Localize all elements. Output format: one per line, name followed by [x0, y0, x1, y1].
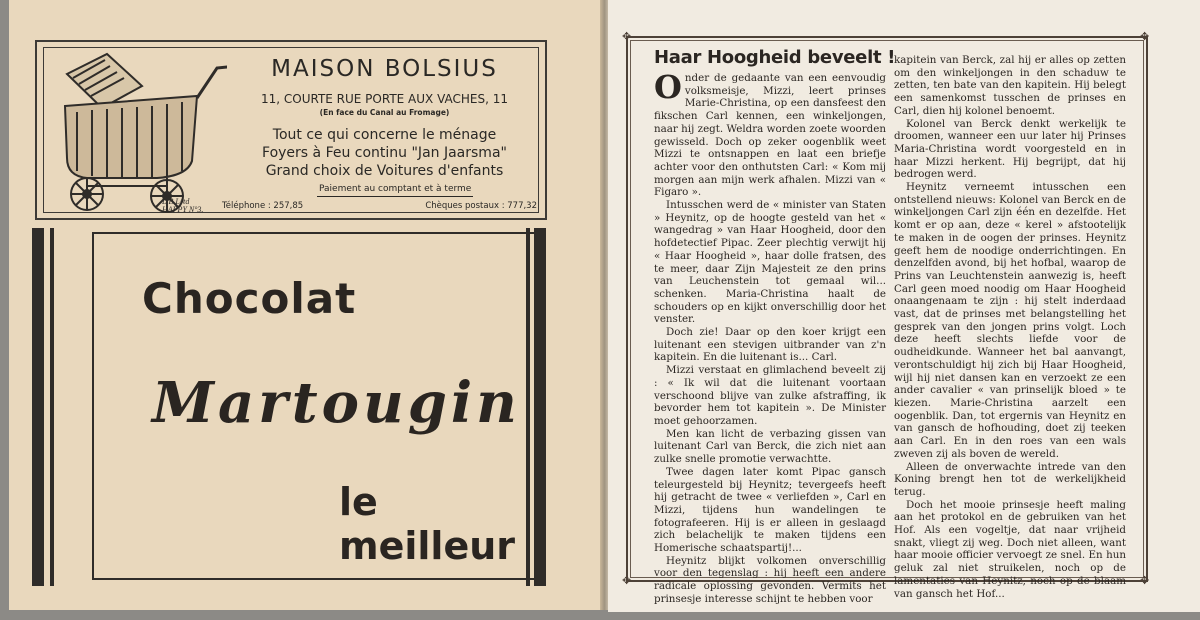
pram-brand-mark	[162, 198, 203, 214]
ad-bar-left-outer	[32, 228, 44, 586]
article-paragraph	[894, 54, 1126, 118]
brand-tagline: le meilleur	[339, 480, 516, 568]
paragraph-text: Kolonel van Berck denkt werkelijk te droomen, wanneer een uur later hij Prinses Maria-Christina wordt voorgesteld en in haar Mizzi herkent. Hij begrijpt, dat hij bedrogen werd.	[894, 117, 1126, 181]
paragraph-text: Men kan licht de verbazing gissen van luitenant Carl van Berck, die zich niet aan zulke snelle promotie verwachtte.	[654, 427, 886, 466]
paragraph-text: Heynitz verneemt intusschen een ontstellend nieuws: Kolonel van Berck en de winkeljongen Carl zijn één en dezelfde. Het komt er op aan, deze « kerel » afstootelijk te maken in de oogen der prinses. Heynitz geeft hem de noodige onderrichtingen. En denzelfden avond, bij het hofbal, waarop de Prins van Leuchtenstein aanwezig is, heeft Carl geen moed noodig om Haar Hoogheid onaangenaam te zijn : hij stelt inderdaad vast, dat de prinses met belangstelling het gesprek van den jongen prins volgt. Loch deze heeft slechts liefde voor de oudheidkunde. Wanneer het bal aanvangt, verontschuldigt hij zich bij Haar Hoogheid, wijl hij niet dansen kan en verzoekt ze een ander cavalier « van prinselijk bloed » te kiezen. Marie-Christina aarzelt een oogenblik. Dan, tot ergernis van Heynitz en van gansch de hofhouding, doet zij teeken aan Carl. En in den roes van een wals zweven zij als boven de wereld.	[894, 181, 1126, 460]
offer-line-1: Tout ce qui concerne le ménage	[272, 127, 497, 143]
paragraph-text: Twee dagen later komt Pipac gansch teleurgesteld bij Heynitz; tevergeefs heeft hij getracht de twee « verliefden », Carl en Mizzi, tijdens hun wandelingen te fotografeeren. Hij is er alleen in geslaagd zich belachelijk te maken tijdens een Homerische schaatspartij!...	[654, 465, 886, 555]
paragraph-text: Mizzi verstaat en glimlachend beveelt zij : « Ik wil dat die luitenant voortaan verschoond blijve van zulke afstraffing, ik bevorder hem tot kapitein ». De Minister moet gehoorzamen.	[654, 364, 886, 427]
article-paragraph	[654, 326, 886, 364]
frame-corner-ornament: ✥	[1140, 575, 1150, 587]
article-paragraph	[894, 461, 1126, 499]
article-paragraph	[894, 181, 1126, 460]
paragraph-text: Doch zie! Daar op den koer krijgt een luitenant een stevigen uitbrander van z'n kapitein. En die luitenant is... Carl.	[654, 326, 886, 364]
article-column-1	[654, 68, 886, 606]
paragraph-text: nder de gedaante van een eenvoudig volksmeisje, Mizzi, leert prinses Marie-Christina, op een dansfeest den fikschen Carl kennen, een winkeljongen, naar hij zegt. Weldra worden zoete woorden gewisseld. Doch op zeker oogenblik weet Mizzi te ontsnappen en laat een briefje achter voor den onthutsten Carl: « Kom mij morgen aan mijn werk afhalen. Mizzi van « Figaro ».	[654, 72, 886, 199]
article-paragraph	[894, 118, 1126, 182]
article-column-2	[894, 54, 1126, 600]
ad-maison-bolsius	[35, 40, 547, 220]
article-paragraph	[894, 499, 1126, 601]
drop-cap: O	[654, 68, 682, 106]
ad-offer-lines	[227, 126, 542, 180]
pram-illustration	[47, 46, 227, 216]
payment-terms: Paiement au comptant et à terme	[317, 184, 473, 197]
paragraph-text: Heynitz blijkt volkomen onverschillig voor den tegenslag : hij heeft een andere radicale oplossing gevonden. Vermits het prinsesje interesse schijnt te hebben voor	[654, 554, 886, 605]
postal-cheques: Chèques postaux : 777,32	[425, 201, 537, 211]
article-paragraph	[654, 68, 886, 199]
article-paragraph	[654, 364, 886, 428]
frame-corner-ornament: ✥	[622, 575, 632, 587]
shop-address: 11, COURTE RUE PORTE AUX VACHES, 11	[260, 92, 509, 106]
paragraph-text: Alleen de onverwachte intrede van den Koning brengt hen tot de werkelijkheid terug.	[894, 460, 1126, 498]
frame-corner-ornament: ✥	[1140, 31, 1150, 43]
paragraph-text: kapitein van Berck, zal hij er alles op zetten om den winkeljongen in den schaduw te zetten, ten bate van den kapitein. Hij belegt een samenkomst tusschen de prinses en Carl, dien hij kolonel benoemt.	[894, 54, 1126, 117]
ad-chocolat-box	[92, 232, 542, 580]
frame-corner-ornament: ✥	[622, 31, 632, 43]
article-paragraph	[654, 466, 886, 555]
offer-line-3: Grand choix de Voitures d'enfants	[265, 163, 504, 179]
article-paragraph	[654, 555, 886, 606]
chocolat-heading: Chocolat	[142, 274, 357, 323]
paragraph-text: Doch het mooie prinsesje heeft maling aan het protokol en de gebruiken van het Hof. Als een vogeltje, dat naar vrijheid snakt, vliegt zij weg. Doch niet alleen, want haar mooie officier vervoegt ze snel. En hun geluk zal niet struikelen, noch op de lamentaties van Heynitz, noch op de blaam van gansch het Hof...	[894, 498, 1126, 600]
pram-mark-line1: L.B.L^td	[162, 197, 190, 206]
article-paragraph	[654, 199, 886, 326]
ad-chocolat-martougin	[32, 228, 548, 586]
article-paragraph	[654, 428, 886, 466]
address-note: (En face du Canal au Fromage)	[319, 108, 450, 117]
paragraph-text: Intusschen werd de « minister van Staten » Heynitz, op de hoogte gesteld van het « wangedrag » van Haar Hoogheid, door den hofdetectief Pipac. Zeer plechtig verwijt hij « Haar Hoogheid », haar dolle fratsen, des te meer, daar Zijn Majesteit ze den prins van Leuchenstein tot gemaal wil... schenken. Maria-Christina haalt de schouders op en kijkt onverschillig door het venster.	[654, 199, 886, 326]
telephone: Téléphone : 257,85	[222, 201, 304, 211]
article-title: Haar Hoogheid beveelt !	[654, 47, 896, 68]
brand-name: Martougin	[152, 370, 521, 436]
ad-bar-left-inner	[50, 228, 54, 586]
pram-mark-line2: HAPPY N°3.	[162, 205, 204, 214]
offer-line-2: Foyers à Feu continu "Jan Jaarsma"	[262, 145, 507, 161]
shop-name: MAISON BOLSIUS	[271, 56, 498, 82]
